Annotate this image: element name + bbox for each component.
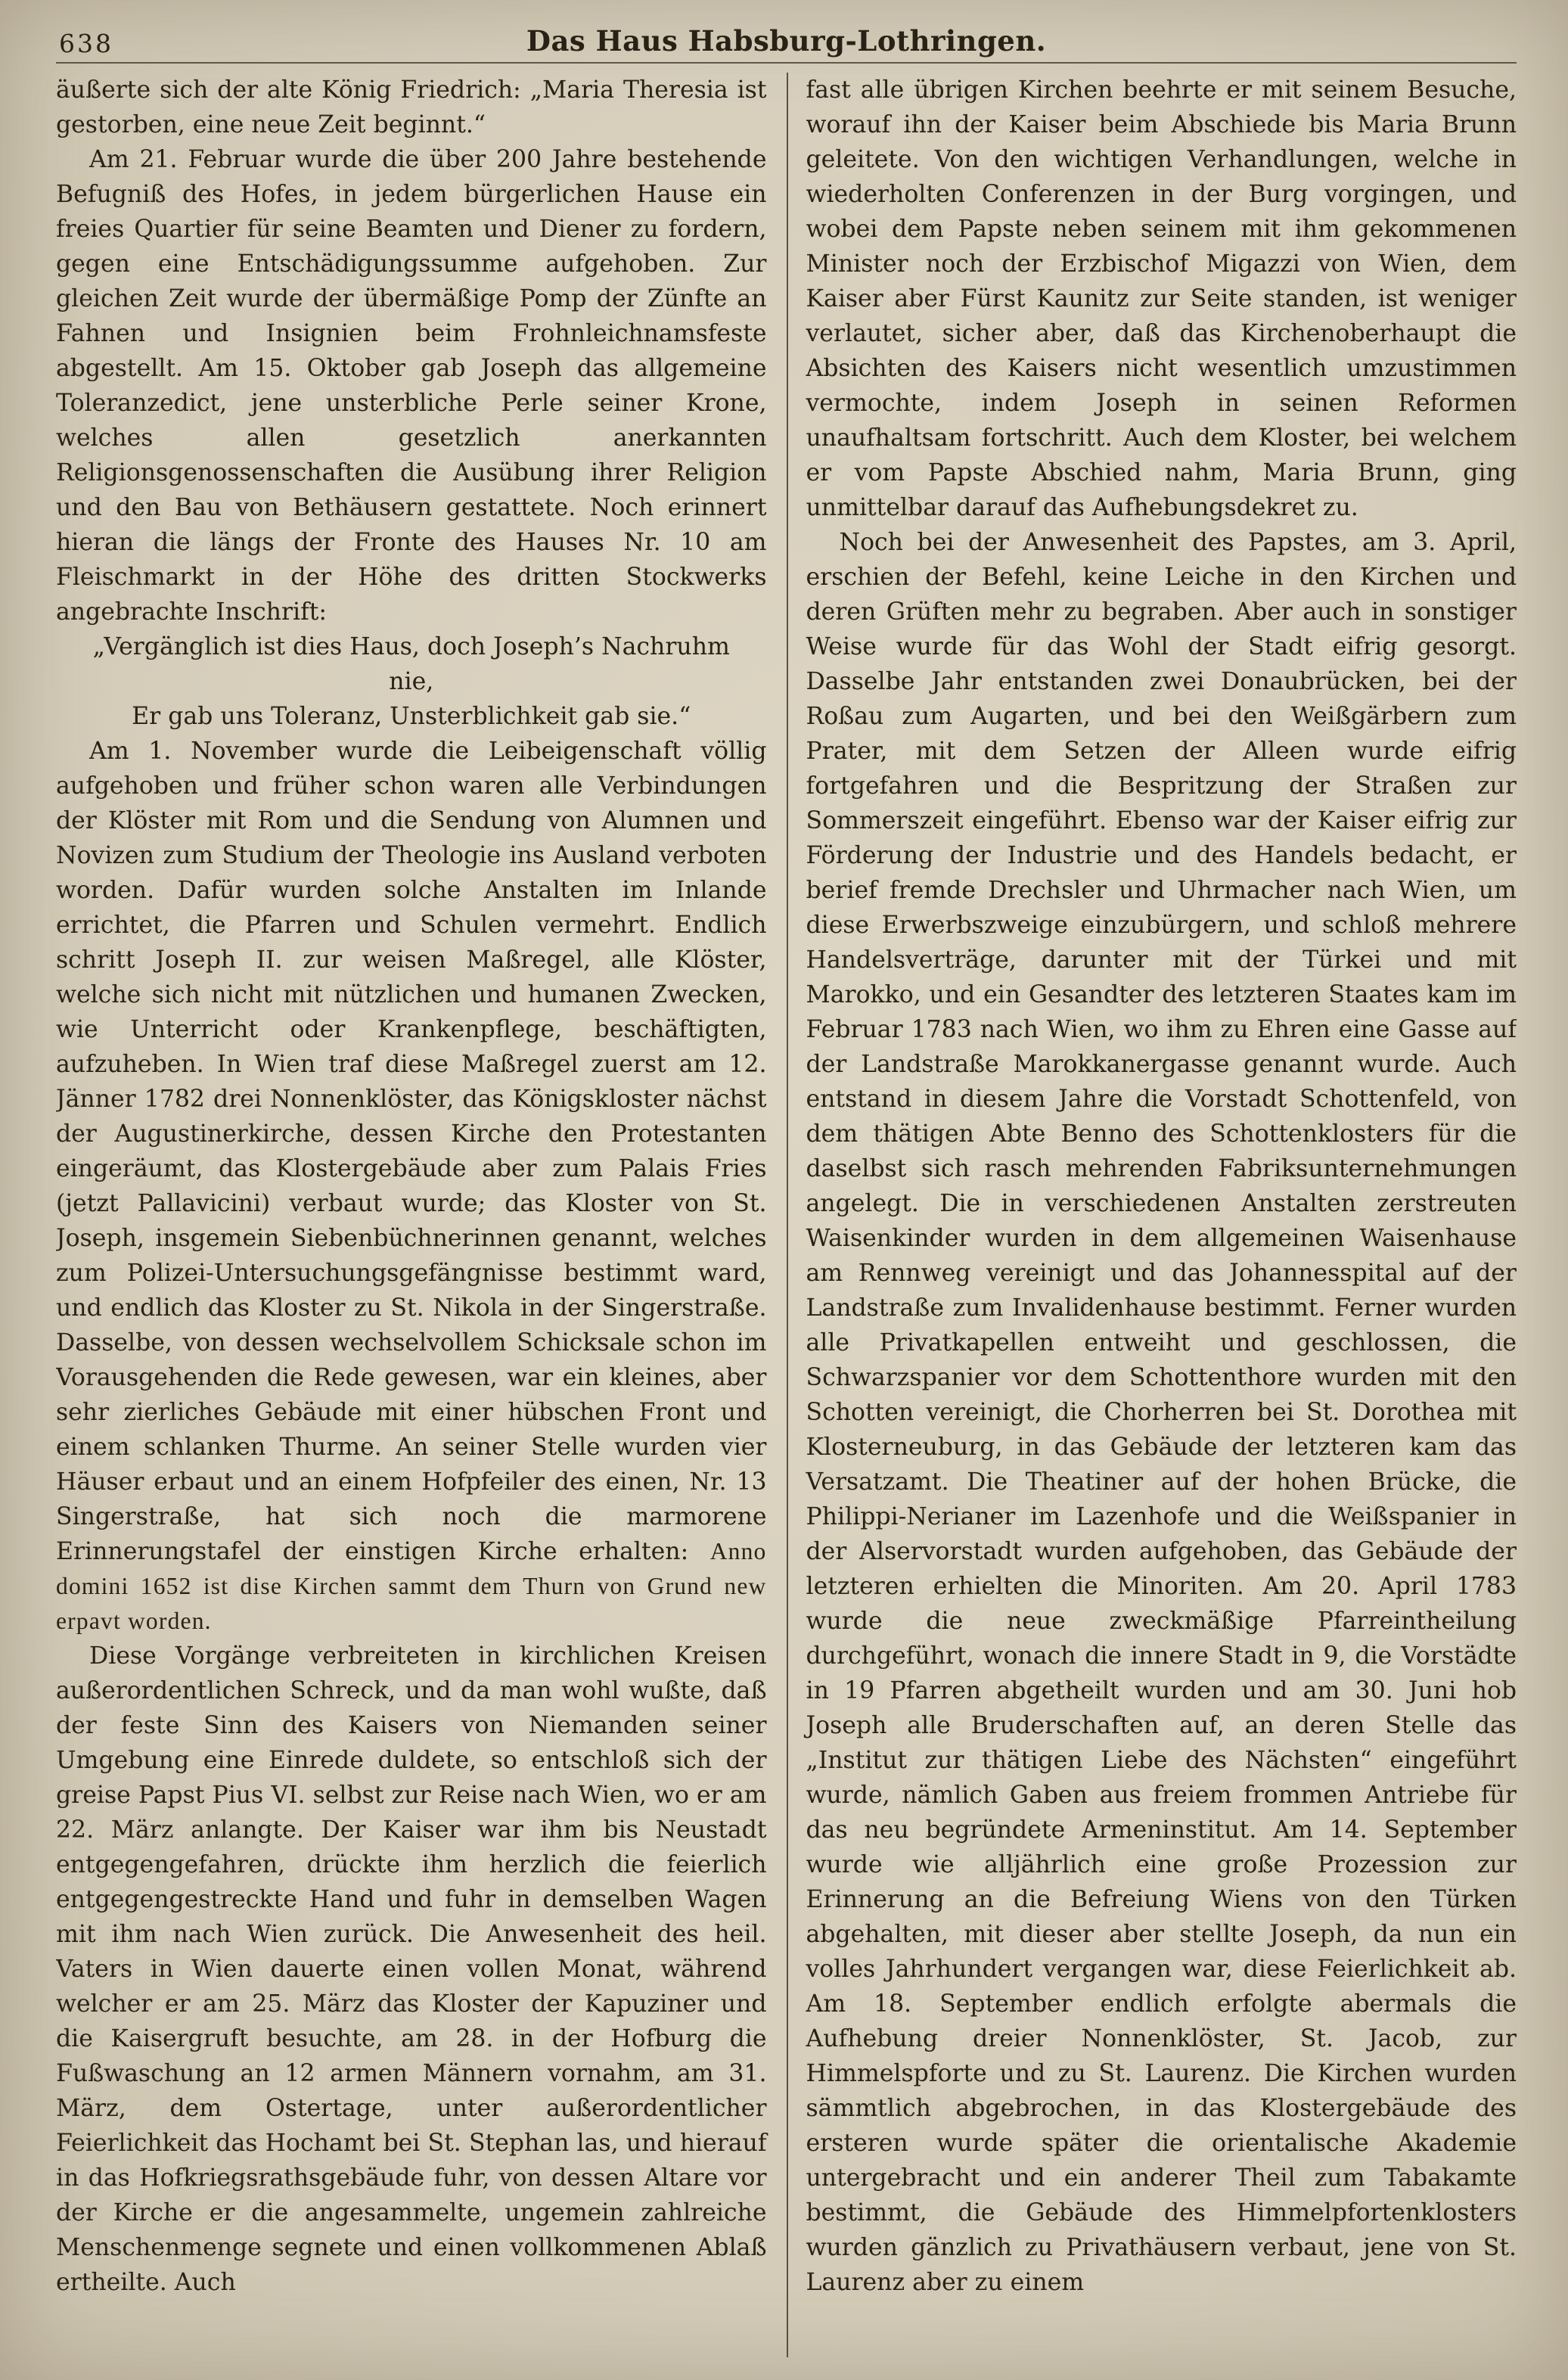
verse-line: „Vergänglich ist dies Haus, doch Joseph’s Nachruhm nie, <box>92 633 730 695</box>
page-title: Das Haus Habsburg-Lothringen. <box>526 24 1047 57</box>
paragraph: Diese Vorgänge verbreiteten in kirchlichen Kreisen außerordentlichen Schreck, und da man wohl wußte, daß der feste Sinn des Kaisers von Niemanden seiner Umgebung eine Einrede duldete, so entschloß sich der greise Papst Pius VI. selbst zur Reise nach Wien, wo er am 22. März anlangte. Der Kaiser war ihm bis Neustadt entgegengefahren, drückte ihm herzlich die feierlich entgegengestreckte Hand und fuhr in demselben Wagen mit ihm nach Wien zurück. Die Anwesenheit des heil. Vaters in Wien dauerte einen vollen Monat, während welcher er am 25. März das Kloster der Kapuziner und die Kaisergruft besuchte, am 28. in der Hofburg die Fußwaschung an 12 armen Männern vornahm, am 31. März, dem Ostertage, unter außerordentlicher Feierlichkeit das Hochamt bei St. Stephan las, und hierauf in das Hofkriegsrathsgebäude fuhr, von dessen Altare vor der Kirche er die angesammelte, ungemein zahlreiche Menschenmenge segnete und einen vollkommenen Ablaß ertheilte. Auch <box>56 1642 767 2296</box>
left-column <box>56 73 767 2357</box>
right-column <box>806 73 1517 2357</box>
paragraph-continuation: fast alle übrigen Kirchen beehrte er mit seinem Besuche, worauf ihn der Kaiser beim Abschiede bis Maria Brunn geleitete. Von den wichtigen Verhandlungen, welche in wiederholten Conferenzen in der Burg vorgingen, und wobei dem Papste neben seinem mit ihm gekommenen Minister noch der Erzbischof Migazzi von Wien, dem Kaiser aber Fürst Kaunitz zur Seite standen, ist weniger verlautet, sicher aber, daß das Kirchenoberhaupt die Absichten des Kaisers nicht wesentlich umzustimmen vermochte, indem Joseph in seinen Reformen unaufhaltsam fortschritt. Auch dem Kloster, bei welchem er vom Papste Abschied nahm, Maria Brunn, ging unmittelbar darauf das Aufhebungsdekret zu. <box>806 76 1517 521</box>
paragraph: Am 21. Februar wurde die über 200 Jahre bestehende Befugniß des Hofes, in jedem bürgerlichen Hause ein freies Quartier für seine Beamten und Diener zu fordern, gegen eine Entschädigungssumme aufgehoben. Zur gleichen Zeit wurde der übermäßige Pomp der Zünfte an Fahnen und Insignien beim Frohnleichnamsfeste abgestellt. Am 15. Oktober gab Joseph das allgemeine Toleranzedict, jene unsterbliche Perle seiner Krone, welches allen gesetzlich anerkannten Religionsgenossenschaften die Ausübung ihrer Religion und den Bau von Bethäusern gestattete. Noch erinnert hieran die längs der Fronte des Hauses Nr. 10 am Fleischmarkt in der Höhe des dritten Stockwerks angebrachte Inschrift: <box>56 146 767 626</box>
paragraph <box>56 734 767 1639</box>
verse-inscription <box>56 629 767 734</box>
verse-line: Er gab uns Toleranz, Unsterblichkeit gab sie.“ <box>132 703 691 730</box>
page-number: 638 <box>59 29 113 58</box>
paragraph-continuation: äußerte sich der alte König Friedrich: „Maria Theresia ist gestorben, eine neue Zeit beginnt.“ <box>56 76 767 138</box>
antiqua-inscription: Anno domini 1652 ist dise Kirchen sammt dem Thurn von Grund new erpavt worden. <box>56 1538 767 1634</box>
paragraph: Noch bei der Anwesenheit des Papstes, am 3. April, erschien der Befehl, keine Leiche in den Kirchen und deren Grüften mehr zu begraben. Aber auch in sonstiger Weise wurde für das Wohl der Stadt eifrig gesorgt. Dasselbe Jahr entstanden zwei Donaubrücken, bei der Roßau zum Augarten, und bei den Weißgärbern zum Prater, mit dem Setzen der Alleen wurde eifrig fortgefahren und die Bespritzung der Straßen zur Sommerszeit eingeführt. Ebenso war der Kaiser eifrig zur Förderung der Industrie und des Handels bedacht, er berief fremde Drechsler und Uhrmacher nach Wien, um diese Erwerbszweige einzubürgern, und schloß mehrere Handelsverträge, darunter mit der Türkei und mit Marokko, und ein Gesandter des letzteren Staates kam im Februar 1783 nach Wien, wo ihm zu Ehren eine Gasse auf der Landstraße Marokkanergasse genannt wurde. Auch entstand in diesem Jahre die Vorstadt Schottenfeld, von dem thätigen Abte Benno des Schottenklosters für die daselbst sich rasch mehrenden Fabriksunternehmungen angelegt. Die in verschiedenen Anstalten zerstreuten Waisenkinder wurden in dem allgemeinen Waisenhause am Rennweg vereinigt und das Johannesspital auf der Landstraße zum Invalidenhause bestimmt. Ferner wurden alle Privatkapellen entweiht und geschlossen, die Schwarzspanier vor dem Schottenthore wurden mit den Schotten vereinigt, die Chorherren bei St. Dorothea mit Klosterneuburg, in das Gebäude der letzteren kam das Versatzamt. Die Theatiner auf der hohen Brücke, die Philippi-Nerianer im Lazenhofe und die Weißspanier in der Alservorstadt wurden aufgehoben, das Gebäude der letzteren erhielten die Minoriten. Am 20. April 1783 wurde die neue zweckmäßige Pfarreintheilung durchgeführt, wonach die innere Stadt in 9, die Vorstädte in 19 Pfarren abgetheilt wurden und am 30. Juni hob Joseph alle Bruderschaften auf, an deren Stelle das „Institut zur thätigen Liebe des Nächsten“ eingeführt wurde, nämlich Gaben aus freiem frommen Antriebe für das neu begründete Armeninstitut. Am 14. September wurde wie alljährlich eine große Prozession zur Erinnerung an die Befreiung Wiens von den Türken abgehalten, mit dieser aber stellte Joseph, da nun ein volles Jahrhundert vergangen war, diese Feierlichkeit ab. Am 18. September endlich erfolgte abermals die Aufhebung dreier Nonnenklöster, St. Jacob, zur Himmelspforte und zu St. Laurenz. Die Kirchen wurden sämmtlich abgebrochen, in das Klostergebäude des ersteren wurde später die orientalische Akademie untergebracht und ein anderer Theil zum Tabakamte bestimmt, die Gebäude des Himmelpfortenklosters wurden gänzlich zu Privathäusern verbaut, jene von St. Laurenz aber zu einem <box>806 529 1517 2296</box>
column-divider <box>787 73 788 2357</box>
running-head <box>56 23 1517 61</box>
paragraph-text: Am 1. November wurde die Leibeigenschaft völlig aufgehoben und früher schon waren alle Verbindungen der Klöster mit Rom und die Sendung von Alumnen und Novizen zum Studium der Theologie ins Ausland verboten worden. Dafür wurden solche Anstalten im Inlande errichtet, die Pfarren und Schulen vermehrt. Endlich schritt Joseph II. zur weisen Maßregel, alle Klöster, welche sich nicht mit nützlichen und humanen Zwecken, wie Unterricht oder Krankenpflege, beschäftigten, aufzuheben. In Wien traf diese Maßregel zuerst am 12. Jänner 1782 drei Nonnenklöster, das Königskloster nächst der Augustinerkirche, dessen Kirche den Protestanten eingeräumt, das Klostergebäude aber zum Palais Fries (jetzt Pallavicini) verbaut wurde; das Kloster von St. Joseph, insgemein Siebenbüchnerinnen genannt, welches zum Polizei-Untersuchungsgefängnisse bestimmt ward, und endlich das Kloster zu St. Nikola in der Singerstraße. Dasselbe, von dessen wechselvollem Schicksale schon im Vorausgehenden die Rede gewesen, war ein kleines, aber sehr zierliches Gebäude mit einer hübschen Front und einem schlanken Thurme. An seiner Stelle wurden vier Häuser erbaut und an einem Hofpfeiler des einen, Nr. 13 Singerstraße, hat sich noch die marmorene Erinnerungstafel der einstigen Kirche erhalten: <box>56 738 767 1565</box>
header-rule <box>56 62 1517 64</box>
text-body <box>56 73 1517 2357</box>
